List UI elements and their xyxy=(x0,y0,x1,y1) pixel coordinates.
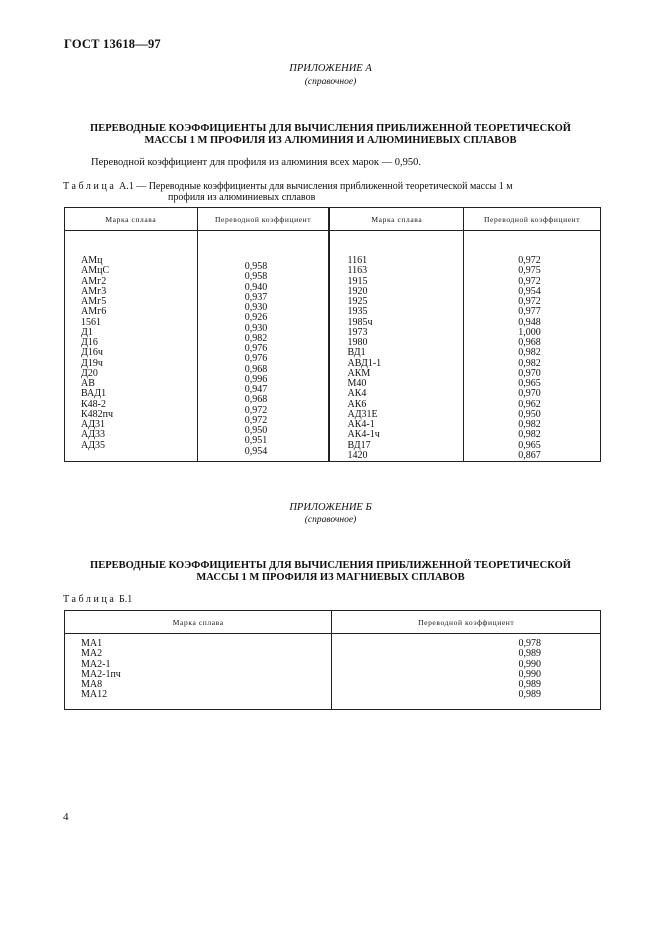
list-item: 0,926 xyxy=(244,312,268,324)
table-b1-number: Б.1 xyxy=(118,594,133,605)
list-item: 0,972 xyxy=(244,414,268,426)
list-item: 0,990 xyxy=(518,658,541,670)
left-coeff-list xyxy=(198,231,329,457)
appendix-a-note: (справочное) xyxy=(304,77,357,87)
list-item: 0,982 xyxy=(518,429,541,441)
list-item: 1915 xyxy=(347,275,368,287)
list-item: 1973 xyxy=(347,326,368,338)
list-item: Д19ч xyxy=(81,357,103,369)
list-item: 0,950 xyxy=(518,408,541,420)
list-item: 0,996 xyxy=(244,373,268,385)
col-header-alloy-left: Марка сплава xyxy=(65,208,198,231)
list-item: 0,976 xyxy=(244,343,268,354)
right-coeff-list xyxy=(464,231,600,461)
list-item: К482пч xyxy=(81,408,114,420)
list-item: 0,940 xyxy=(244,281,268,293)
appendix-a-heading-line1: ПЕРЕВОДНЫЕ КОЭФФИЦИЕНТЫ ДЛЯ ВЫЧИСЛЕНИЯ ПРИБЛИЖЕННОЙ ТЕОРЕТИЧЕСКОЙ xyxy=(90,123,571,134)
list-item: 0,930 xyxy=(244,302,268,313)
list-item: 1925 xyxy=(347,296,368,307)
table-b1-header-row xyxy=(65,611,601,634)
list-item: 0,972 xyxy=(518,296,541,307)
list-item: АД31Е xyxy=(347,408,378,420)
list-item: 0,970 xyxy=(518,388,541,400)
right-coeff-cell xyxy=(464,231,601,462)
list-item: 1980 xyxy=(347,337,368,348)
list-item: АКМ xyxy=(347,367,371,379)
list-item: 1985ч xyxy=(347,316,373,328)
left-alloy-list xyxy=(65,231,197,451)
list-item: МА1 xyxy=(81,638,103,649)
list-item: АД35 xyxy=(81,439,106,451)
list-item: Д16 xyxy=(81,337,98,348)
right-alloy-cell xyxy=(329,231,463,462)
list-item: ВД1 xyxy=(347,347,366,359)
list-item: К48-2 xyxy=(81,398,106,410)
table-a1-caption-line1: А.1 — Переводные коэффициенты для вычисления приближенной теоретической массы 1 м xyxy=(118,181,513,192)
table-a1-caption xyxy=(63,181,513,193)
list-item: Д16ч xyxy=(81,347,103,359)
list-item: Д20 xyxy=(81,367,98,379)
b-coeff-cell xyxy=(332,634,601,710)
appendix-a-heading-line2: МАССЫ 1 М ПРОФИЛЯ ИЗ АЛЮМИНИЯ И АЛЮМИНИЕВЫХ СПЛАВОВ xyxy=(144,135,517,146)
table-b1-caption xyxy=(63,594,132,606)
list-item: 0,968 xyxy=(518,337,541,348)
appendix-b-heading-line1: ПЕРЕВОДНЫЕ КОЭФФИЦИЕНТЫ ДЛЯ ВЫЧИСЛЕНИЯ ПРИБЛИЖЕННОЙ ТЕОРЕТИЧЕСКОЙ xyxy=(90,560,571,571)
b-coeff-list xyxy=(332,634,600,701)
table-a1-header-row xyxy=(65,208,601,231)
table-a1-label: Таблица xyxy=(63,181,117,192)
list-item: 0,954 xyxy=(518,285,541,297)
col-header-alloy-right: Марка сплава xyxy=(329,208,463,231)
list-item: 1420 xyxy=(347,449,368,461)
list-item: АК4-1 xyxy=(347,419,375,430)
list-item: МА8 xyxy=(81,679,103,690)
appendix-b-note: (справочное) xyxy=(304,515,357,525)
list-item: М40 xyxy=(347,378,367,389)
table-a1 xyxy=(64,207,601,462)
list-item: АМц xyxy=(81,255,103,266)
list-item: МА2-1пч xyxy=(81,668,121,680)
table-b1-body-row xyxy=(65,634,601,710)
list-item: 1,000 xyxy=(518,326,541,338)
list-item: АД31 xyxy=(81,419,106,430)
appendix-a-paragraph: Переводной коэффициент для профиля из алюминия всех марок — 0,950. xyxy=(91,157,421,168)
list-item: 0,947 xyxy=(244,384,268,395)
list-item: Д1 xyxy=(81,326,93,338)
list-item: 0,965 xyxy=(518,439,541,451)
right-alloy-list xyxy=(330,231,463,461)
list-item: АВД1-1 xyxy=(347,357,382,369)
list-item: АВ xyxy=(81,378,95,389)
list-item: 0,972 xyxy=(518,275,541,287)
appendix-b-title: ПРИЛОЖЕНИЕ Б xyxy=(289,502,372,513)
table-a1-caption-line2: профиля из алюминиевых сплавов xyxy=(168,192,316,203)
page-number: 4 xyxy=(63,811,69,823)
list-item: АК6 xyxy=(347,398,367,410)
left-alloy-cell xyxy=(65,231,198,462)
col-header-coeff-left: Переводной коэффициент xyxy=(197,208,329,231)
list-item: ВД17 xyxy=(347,439,371,451)
list-item: 0,978 xyxy=(518,638,541,649)
list-item: 0,968 xyxy=(244,394,268,406)
list-item: ВАД1 xyxy=(81,388,107,400)
list-item: 0,982 xyxy=(518,357,541,369)
list-item: 1935 xyxy=(347,306,368,318)
list-item: АМг3 xyxy=(81,285,107,297)
list-item: 0,930 xyxy=(244,322,268,334)
list-item: МА2-1 xyxy=(81,658,111,670)
list-item: 0,951 xyxy=(244,435,268,447)
list-item: 0,976 xyxy=(244,353,268,365)
list-item: МА12 xyxy=(81,689,108,701)
list-item: 0,958 xyxy=(244,261,268,272)
list-item: МА2 xyxy=(81,648,103,660)
table-b1 xyxy=(64,610,601,710)
list-item: 0,954 xyxy=(244,445,268,457)
b-alloy-cell xyxy=(65,634,332,710)
list-item: 0,989 xyxy=(518,679,541,690)
document-id: ГОСТ 13618—97 xyxy=(64,37,161,51)
list-item: 1163 xyxy=(347,265,368,277)
list-item: АК4 xyxy=(347,388,367,400)
list-item: 0,972 xyxy=(518,255,541,266)
list-item: 0,968 xyxy=(244,363,268,375)
list-item: АД33 xyxy=(81,429,106,441)
list-item: 0,982 xyxy=(244,332,268,344)
list-item: 0,977 xyxy=(518,306,541,318)
list-item: 0,950 xyxy=(244,425,268,436)
list-item: 0,972 xyxy=(244,404,268,416)
list-item: АК4-1ч xyxy=(347,429,380,441)
list-item: 0,990 xyxy=(518,668,541,680)
list-item: АМг5 xyxy=(81,296,107,307)
list-item: 0,962 xyxy=(518,398,541,410)
appendix-b-heading-line2: МАССЫ 1 М ПРОФИЛЯ ИЗ МАГНИЕВЫХ СПЛАВОВ xyxy=(196,572,465,583)
list-item: АМг6 xyxy=(81,306,107,318)
list-item: 0,989 xyxy=(518,689,541,701)
appendix-a-title: ПРИЛОЖЕНИЕ А xyxy=(289,63,372,74)
list-item: 0,982 xyxy=(518,347,541,359)
col-header-alloy: Марка сплава xyxy=(65,611,332,634)
list-item: 0,975 xyxy=(518,265,541,277)
list-item: 0,958 xyxy=(244,271,268,283)
list-item: 0,982 xyxy=(518,419,541,430)
table-a1-body-row xyxy=(65,231,601,462)
table-b1-label: Таблица xyxy=(63,594,117,605)
left-coeff-cell xyxy=(197,231,329,462)
list-item: 0,970 xyxy=(518,367,541,379)
list-item: 0,989 xyxy=(518,648,541,660)
list-item: 0,965 xyxy=(518,378,541,389)
list-item: АМг2 xyxy=(81,275,107,287)
list-item: АМцС xyxy=(81,265,110,277)
list-item: 1161 xyxy=(347,255,368,266)
list-item: 1561 xyxy=(81,316,101,328)
list-item: 1920 xyxy=(347,285,368,297)
b-alloy-list xyxy=(65,634,331,701)
list-item: 0,948 xyxy=(518,316,541,328)
col-header-coeff: Переводной коэффициент xyxy=(332,611,601,634)
list-item: 0,937 xyxy=(244,291,268,303)
col-header-coeff-right: Переводной коэффициент xyxy=(464,208,601,231)
list-item: 0,867 xyxy=(518,449,541,461)
